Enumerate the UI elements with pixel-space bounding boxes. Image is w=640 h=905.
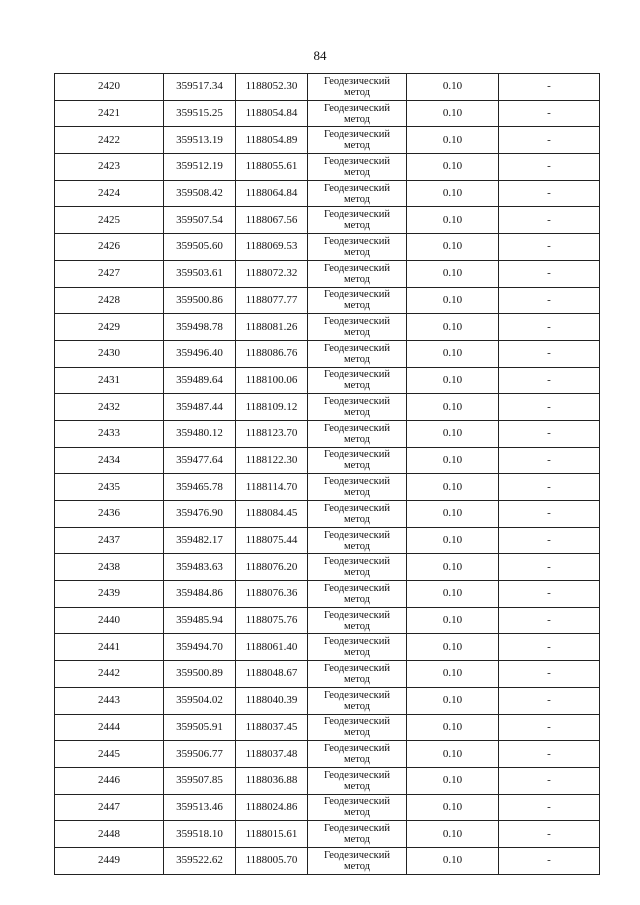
method-text: Геодезический — [324, 289, 390, 301]
point-number-cell: 2421 — [55, 100, 164, 127]
note-cell: - — [499, 474, 600, 501]
method-cell — [308, 207, 407, 234]
y-coordinate-cell: 1188061.40 — [236, 634, 308, 661]
note-cell: - — [499, 207, 600, 234]
x-coordinate-cell: 359465.78 — [164, 474, 236, 501]
y-coordinate-cell: 1188081.26 — [236, 314, 308, 341]
method-text: метод — [343, 407, 371, 419]
note-cell: - — [499, 154, 600, 181]
accuracy-cell: 0.10 — [407, 501, 499, 528]
method-cell — [308, 447, 407, 474]
note-cell: - — [499, 794, 600, 821]
y-coordinate-cell: 1188036.88 — [236, 767, 308, 794]
method-cell — [308, 527, 407, 554]
method-text: метод — [343, 166, 371, 178]
x-coordinate-cell: 359505.91 — [164, 714, 236, 741]
point-number-cell: 2439 — [55, 581, 164, 608]
coordinates-table-body — [55, 74, 600, 875]
accuracy-cell: 0.10 — [407, 340, 499, 367]
y-coordinate-cell: 1188024.86 — [236, 794, 308, 821]
x-coordinate-cell: 359507.54 — [164, 207, 236, 234]
x-coordinate-cell: 359507.85 — [164, 767, 236, 794]
y-coordinate-cell: 1188114.70 — [236, 474, 308, 501]
point-number-cell: 2426 — [55, 234, 164, 261]
method-cell — [308, 127, 407, 154]
table-row — [55, 554, 600, 581]
point-number-cell: 2435 — [55, 474, 164, 501]
y-coordinate-cell: 1188109.12 — [236, 394, 308, 421]
method-cell — [308, 180, 407, 207]
accuracy-cell: 0.10 — [407, 607, 499, 634]
method-text: Геодезический — [324, 582, 390, 594]
method-text: метод — [343, 780, 371, 792]
x-coordinate-cell: 359506.77 — [164, 741, 236, 768]
accuracy-cell: 0.10 — [407, 74, 499, 101]
point-number-cell: 2425 — [55, 207, 164, 234]
note-cell: - — [499, 821, 600, 848]
point-number-cell: 2423 — [55, 154, 164, 181]
method-cell — [308, 714, 407, 741]
table-row — [55, 260, 600, 287]
note-cell: - — [499, 340, 600, 367]
accuracy-cell: 0.10 — [407, 447, 499, 474]
accuracy-cell: 0.10 — [407, 207, 499, 234]
y-coordinate-cell: 1188084.45 — [236, 501, 308, 528]
point-number-cell: 2436 — [55, 501, 164, 528]
method-text: метод — [343, 433, 371, 445]
method-text: Геодезический — [324, 796, 390, 808]
accuracy-cell: 0.10 — [407, 634, 499, 661]
x-coordinate-cell: 359485.94 — [164, 607, 236, 634]
method-cell — [308, 260, 407, 287]
method-text: метод — [343, 193, 371, 205]
method-cell — [308, 821, 407, 848]
y-coordinate-cell: 1188064.84 — [236, 180, 308, 207]
point-number-cell: 2446 — [55, 767, 164, 794]
point-number-cell: 2449 — [55, 847, 164, 874]
y-coordinate-cell: 1188055.61 — [236, 154, 308, 181]
table-row — [55, 607, 600, 634]
accuracy-cell: 0.10 — [407, 260, 499, 287]
x-coordinate-cell: 359496.40 — [164, 340, 236, 367]
y-coordinate-cell: 1188100.06 — [236, 367, 308, 394]
y-coordinate-cell: 1188075.44 — [236, 527, 308, 554]
method-text: Геодезический — [324, 316, 390, 328]
method-cell — [308, 314, 407, 341]
accuracy-cell: 0.10 — [407, 420, 499, 447]
point-number-cell: 2437 — [55, 527, 164, 554]
method-text: метод — [343, 300, 371, 312]
x-coordinate-cell: 359482.17 — [164, 527, 236, 554]
table-row — [55, 634, 600, 661]
accuracy-cell: 0.10 — [407, 154, 499, 181]
table-row — [55, 767, 600, 794]
y-coordinate-cell: 1188015.61 — [236, 821, 308, 848]
accuracy-cell: 0.10 — [407, 314, 499, 341]
note-cell: - — [499, 367, 600, 394]
x-coordinate-cell: 359484.86 — [164, 581, 236, 608]
note-cell: - — [499, 741, 600, 768]
note-cell: - — [499, 287, 600, 314]
table-row — [55, 420, 600, 447]
method-text: Геодезический — [324, 422, 390, 434]
point-number-cell: 2443 — [55, 687, 164, 714]
page-number: 84 — [313, 48, 327, 63]
method-text: Геодезический — [324, 609, 390, 621]
point-number-cell: 2444 — [55, 714, 164, 741]
method-text: Геодезический — [324, 849, 390, 861]
note-cell: - — [499, 501, 600, 528]
method-text: метод — [343, 567, 371, 579]
point-number-cell: 2438 — [55, 554, 164, 581]
method-cell — [308, 634, 407, 661]
table-row — [55, 340, 600, 367]
method-text: метод — [343, 113, 371, 125]
note-cell: - — [499, 127, 600, 154]
x-coordinate-cell: 359513.46 — [164, 794, 236, 821]
y-coordinate-cell: 1188052.30 — [236, 74, 308, 101]
method-text: метод — [343, 700, 371, 712]
accuracy-cell: 0.10 — [407, 367, 499, 394]
method-cell — [308, 741, 407, 768]
x-coordinate-cell: 359522.62 — [164, 847, 236, 874]
method-text: Геодезический — [324, 235, 390, 247]
method-cell — [308, 661, 407, 688]
method-cell — [308, 767, 407, 794]
y-coordinate-cell: 1188054.84 — [236, 100, 308, 127]
accuracy-cell: 0.10 — [407, 287, 499, 314]
x-coordinate-cell: 359489.64 — [164, 367, 236, 394]
method-cell — [308, 474, 407, 501]
x-coordinate-cell: 359512.19 — [164, 154, 236, 181]
point-number-cell: 2428 — [55, 287, 164, 314]
table-row — [55, 100, 600, 127]
table-row — [55, 661, 600, 688]
table-row — [55, 207, 600, 234]
x-coordinate-cell: 359498.78 — [164, 314, 236, 341]
method-text: Геодезический — [324, 449, 390, 461]
method-cell — [308, 340, 407, 367]
method-text: Геодезический — [324, 689, 390, 701]
method-text: метод — [343, 220, 371, 232]
table-row — [55, 287, 600, 314]
method-text: метод — [343, 246, 371, 258]
method-text: метод — [343, 727, 371, 739]
y-coordinate-cell: 1188037.45 — [236, 714, 308, 741]
method-cell — [308, 154, 407, 181]
method-cell — [308, 74, 407, 101]
method-text: Геодезический — [324, 502, 390, 514]
method-text: Геодезический — [324, 636, 390, 648]
y-coordinate-cell: 1188077.77 — [236, 287, 308, 314]
point-number-cell: 2448 — [55, 821, 164, 848]
method-text: Геодезический — [324, 182, 390, 194]
method-text: Геодезический — [324, 769, 390, 781]
method-text: метод — [343, 140, 371, 152]
table-row — [55, 847, 600, 874]
method-cell — [308, 847, 407, 874]
y-coordinate-cell: 1188123.70 — [236, 420, 308, 447]
method-text: метод — [343, 593, 371, 605]
accuracy-cell: 0.10 — [407, 554, 499, 581]
note-cell: - — [499, 661, 600, 688]
point-number-cell: 2442 — [55, 661, 164, 688]
y-coordinate-cell: 1188072.32 — [236, 260, 308, 287]
method-text: Геодезический — [324, 209, 390, 221]
point-number-cell: 2429 — [55, 314, 164, 341]
point-number-cell: 2427 — [55, 260, 164, 287]
y-coordinate-cell: 1188037.48 — [236, 741, 308, 768]
method-text: Геодезический — [324, 716, 390, 728]
table-row — [55, 581, 600, 608]
point-number-cell: 2433 — [55, 420, 164, 447]
method-cell — [308, 794, 407, 821]
accuracy-cell: 0.10 — [407, 714, 499, 741]
x-coordinate-cell: 359505.60 — [164, 234, 236, 261]
method-text: Геодезический — [324, 476, 390, 488]
table-row — [55, 714, 600, 741]
table-row — [55, 447, 600, 474]
method-text: метод — [343, 86, 371, 98]
x-coordinate-cell: 359504.02 — [164, 687, 236, 714]
x-coordinate-cell: 359518.10 — [164, 821, 236, 848]
method-cell — [308, 234, 407, 261]
point-number-cell: 2447 — [55, 794, 164, 821]
point-number-cell: 2441 — [55, 634, 164, 661]
note-cell: - — [499, 687, 600, 714]
note-cell: - — [499, 234, 600, 261]
table-row — [55, 154, 600, 181]
method-text: метод — [343, 460, 371, 472]
x-coordinate-cell: 359500.86 — [164, 287, 236, 314]
x-coordinate-cell: 359480.12 — [164, 420, 236, 447]
accuracy-cell: 0.10 — [407, 581, 499, 608]
note-cell: - — [499, 394, 600, 421]
table-row — [55, 821, 600, 848]
x-coordinate-cell: 359503.61 — [164, 260, 236, 287]
note-cell: - — [499, 714, 600, 741]
table-row — [55, 474, 600, 501]
point-number-cell: 2430 — [55, 340, 164, 367]
method-text: метод — [343, 647, 371, 659]
method-text: Геодезический — [324, 529, 390, 541]
table-row — [55, 527, 600, 554]
method-text: метод — [343, 673, 371, 685]
accuracy-cell: 0.10 — [407, 661, 499, 688]
x-coordinate-cell: 359515.25 — [164, 100, 236, 127]
note-cell: - — [499, 554, 600, 581]
x-coordinate-cell: 359500.89 — [164, 661, 236, 688]
method-cell — [308, 581, 407, 608]
method-text: метод — [343, 807, 371, 819]
accuracy-cell: 0.10 — [407, 847, 499, 874]
method-text: Геодезический — [324, 556, 390, 568]
note-cell: - — [499, 314, 600, 341]
method-text: метод — [343, 513, 371, 525]
method-text: Геодезический — [324, 743, 390, 755]
accuracy-cell: 0.10 — [407, 127, 499, 154]
x-coordinate-cell: 359517.34 — [164, 74, 236, 101]
note-cell: - — [499, 767, 600, 794]
point-number-cell: 2431 — [55, 367, 164, 394]
method-text: метод — [343, 540, 371, 552]
method-text: метод — [343, 380, 371, 392]
accuracy-cell: 0.10 — [407, 741, 499, 768]
y-coordinate-cell: 1188086.76 — [236, 340, 308, 367]
method-text: Геодезический — [324, 396, 390, 408]
note-cell: - — [499, 180, 600, 207]
x-coordinate-cell: 359487.44 — [164, 394, 236, 421]
method-cell — [308, 394, 407, 421]
y-coordinate-cell: 1188075.76 — [236, 607, 308, 634]
accuracy-cell: 0.10 — [407, 821, 499, 848]
accuracy-cell: 0.10 — [407, 234, 499, 261]
x-coordinate-cell: 359508.42 — [164, 180, 236, 207]
method-text: метод — [343, 353, 371, 365]
x-coordinate-cell: 359513.19 — [164, 127, 236, 154]
x-coordinate-cell: 359483.63 — [164, 554, 236, 581]
method-text: Геодезический — [324, 342, 390, 354]
point-number-cell: 2434 — [55, 447, 164, 474]
y-coordinate-cell: 1188076.20 — [236, 554, 308, 581]
point-number-cell: 2440 — [55, 607, 164, 634]
y-coordinate-cell: 1188054.89 — [236, 127, 308, 154]
method-text: метод — [343, 273, 371, 285]
note-cell: - — [499, 634, 600, 661]
table-row — [55, 314, 600, 341]
method-text: Геодезический — [324, 662, 390, 674]
y-coordinate-cell: 1188122.30 — [236, 447, 308, 474]
y-coordinate-cell: 1188076.36 — [236, 581, 308, 608]
table-row — [55, 234, 600, 261]
accuracy-cell: 0.10 — [407, 687, 499, 714]
method-text: метод — [343, 487, 371, 499]
table-row — [55, 794, 600, 821]
x-coordinate-cell: 359476.90 — [164, 501, 236, 528]
accuracy-cell: 0.10 — [407, 794, 499, 821]
y-coordinate-cell: 1188040.39 — [236, 687, 308, 714]
point-number-cell: 2420 — [55, 74, 164, 101]
note-cell: - — [499, 581, 600, 608]
method-text: метод — [343, 620, 371, 632]
table-row — [55, 741, 600, 768]
table-row — [55, 394, 600, 421]
method-text: Геодезический — [324, 102, 390, 114]
accuracy-cell: 0.10 — [407, 474, 499, 501]
accuracy-cell: 0.10 — [407, 100, 499, 127]
method-text: Геодезический — [324, 129, 390, 141]
table-row — [55, 127, 600, 154]
note-cell: - — [499, 447, 600, 474]
note-cell: - — [499, 420, 600, 447]
accuracy-cell: 0.10 — [407, 527, 499, 554]
method-cell — [308, 367, 407, 394]
method-cell — [308, 687, 407, 714]
method-text: метод — [343, 834, 371, 846]
y-coordinate-cell: 1188005.70 — [236, 847, 308, 874]
method-text: Геодезический — [324, 75, 390, 87]
y-coordinate-cell: 1188067.56 — [236, 207, 308, 234]
table-row — [55, 367, 600, 394]
y-coordinate-cell: 1188048.67 — [236, 661, 308, 688]
note-cell: - — [499, 527, 600, 554]
method-cell — [308, 607, 407, 634]
point-number-cell: 2432 — [55, 394, 164, 421]
table-row — [55, 180, 600, 207]
point-number-cell: 2422 — [55, 127, 164, 154]
method-text: метод — [343, 860, 371, 872]
note-cell: - — [499, 260, 600, 287]
method-cell — [308, 554, 407, 581]
x-coordinate-cell: 359477.64 — [164, 447, 236, 474]
method-cell — [308, 501, 407, 528]
method-cell — [308, 420, 407, 447]
method-text: метод — [343, 754, 371, 766]
method-text: метод — [343, 327, 371, 339]
accuracy-cell: 0.10 — [407, 394, 499, 421]
x-coordinate-cell: 359494.70 — [164, 634, 236, 661]
method-text: Геодезический — [324, 369, 390, 381]
accuracy-cell: 0.10 — [407, 180, 499, 207]
y-coordinate-cell: 1188069.53 — [236, 234, 308, 261]
method-text: Геодезический — [324, 823, 390, 835]
note-cell: - — [499, 847, 600, 874]
table-row — [55, 501, 600, 528]
method-text: Геодезический — [324, 155, 390, 167]
note-cell: - — [499, 100, 600, 127]
point-number-cell: 2424 — [55, 180, 164, 207]
point-number-cell: 2445 — [55, 741, 164, 768]
method-cell — [308, 100, 407, 127]
table-row — [55, 74, 600, 101]
table-row — [55, 687, 600, 714]
coordinates-table — [54, 73, 600, 875]
accuracy-cell: 0.10 — [407, 767, 499, 794]
note-cell: - — [499, 607, 600, 634]
method-cell — [308, 287, 407, 314]
method-text: Геодезический — [324, 262, 390, 274]
note-cell: - — [499, 74, 600, 101]
